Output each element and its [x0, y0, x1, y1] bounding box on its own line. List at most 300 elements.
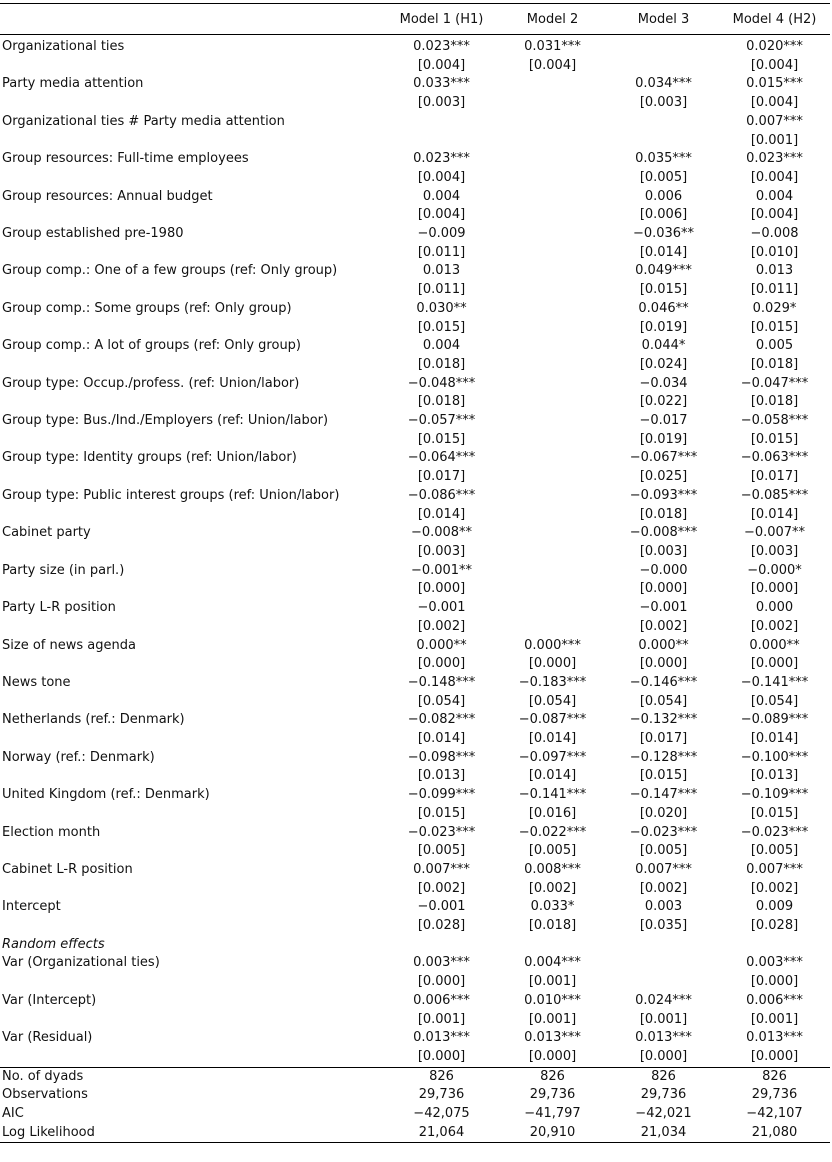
- coefficient: 0.010***: [524, 992, 581, 1008]
- row-label-empty: [0, 132, 386, 151]
- coefficient: [497, 562, 608, 581]
- coefficient: [497, 75, 608, 94]
- table-row-se: [0, 543, 830, 562]
- coefficient: 0.006***: [413, 992, 470, 1008]
- coefficient: 0.013: [422, 263, 461, 279]
- row-label: Var (Residual): [2, 1030, 93, 1046]
- standard-error: [0.015]: [750, 431, 799, 447]
- table-row-se: [0, 730, 830, 749]
- coefficient: 0.013***: [524, 1030, 581, 1046]
- standard-error: [0.004]: [417, 57, 466, 73]
- coefficient: −0.034: [639, 375, 688, 391]
- table-row-se: [0, 973, 830, 992]
- coefficient: [497, 150, 608, 169]
- table-row: [0, 711, 830, 730]
- coefficient: −0.146***: [629, 674, 698, 690]
- row-label: Norway (ref.: Denmark): [2, 749, 155, 765]
- standard-error: [0.001]: [417, 1011, 466, 1027]
- stat-value: −42,021: [635, 1106, 692, 1122]
- table-row-se: [0, 319, 830, 338]
- standard-error: [0.020]: [639, 805, 688, 821]
- coefficient: 0.033***: [413, 76, 470, 92]
- coefficient: 0.013: [755, 263, 794, 279]
- coefficient: −0.008**: [410, 525, 473, 541]
- table-row-se: [0, 281, 830, 300]
- coefficient: 0.005: [755, 338, 794, 354]
- stat-row: [0, 1067, 830, 1086]
- coefficient: [497, 300, 608, 319]
- table-row: [0, 150, 830, 169]
- coefficient: −0.098***: [407, 749, 476, 765]
- standard-error: [0.014]: [417, 731, 466, 747]
- standard-error: [0.003]: [639, 543, 688, 559]
- coefficient: 0.003***: [413, 955, 470, 971]
- standard-error: [0.011]: [417, 244, 466, 260]
- standard-error: [497, 281, 608, 300]
- coefficient: 0.000***: [524, 637, 581, 653]
- standard-error: [0.000]: [639, 581, 688, 597]
- standard-error: [0.002]: [639, 618, 688, 634]
- standard-error: [0.015]: [417, 805, 466, 821]
- coefficient: [497, 375, 608, 394]
- row-label-empty: [0, 506, 386, 525]
- coefficient: 0.034***: [635, 76, 692, 92]
- row-label-empty: [0, 730, 386, 749]
- header-model-3: Model 3: [608, 4, 719, 35]
- row-label: Cabinet L-R position: [2, 861, 133, 877]
- coefficient: 0.007***: [413, 861, 470, 877]
- coefficient: 0.000: [755, 600, 794, 616]
- coefficient: −0.008***: [629, 525, 698, 541]
- standard-error: [0.005]: [750, 843, 799, 859]
- row-label: Group comp.: Some groups (ref: Only group): [2, 300, 292, 316]
- standard-error: [0.019]: [639, 319, 688, 335]
- stat-value: −41,797: [524, 1106, 581, 1122]
- coefficient: 0.004***: [524, 955, 581, 971]
- stat-value: 21,080: [719, 1124, 830, 1143]
- coefficient: −0.087***: [518, 712, 587, 728]
- standard-error: [0.003]: [417, 95, 466, 111]
- standard-error: [0.018]: [417, 356, 466, 372]
- table-row-se: [0, 805, 830, 824]
- standard-error: [0.015]: [417, 431, 466, 447]
- empty-cell: [608, 936, 719, 955]
- standard-error: [0.014]: [528, 731, 577, 747]
- standard-error: [0.014]: [750, 731, 799, 747]
- coefficient: −0.048***: [407, 375, 476, 391]
- standard-error: [0.014]: [528, 768, 577, 784]
- row-label: Election month: [2, 824, 101, 840]
- row-label-empty: [0, 917, 386, 936]
- table-row-se: [0, 244, 830, 263]
- row-label: Intercept: [2, 899, 61, 915]
- coefficient: 0.004: [422, 188, 461, 204]
- section-title: Random effects: [2, 936, 105, 952]
- coefficient: 0.007***: [635, 861, 692, 877]
- row-label-empty: [0, 805, 386, 824]
- standard-error: [0.018]: [750, 394, 799, 410]
- coefficient: 0.013***: [635, 1030, 692, 1046]
- coefficient: −0.001: [639, 600, 688, 616]
- coefficient: [608, 35, 719, 57]
- coefficient: −0.023***: [407, 824, 476, 840]
- table-row: [0, 262, 830, 281]
- table-row-se: [0, 917, 830, 936]
- coefficient: [497, 337, 608, 356]
- standard-error: [0.017]: [639, 731, 688, 747]
- coefficient: −0.008: [750, 226, 799, 242]
- stat-value: 21,034: [608, 1124, 719, 1143]
- row-label: Group type: Public interest groups (ref: Union/labor): [2, 487, 340, 503]
- standard-error: [0.010]: [750, 244, 799, 260]
- standard-error: [497, 169, 608, 188]
- row-label: News tone: [2, 674, 71, 690]
- coefficient: 0.029*: [752, 300, 797, 316]
- standard-error: [0.000]: [750, 974, 799, 990]
- table-row: [0, 898, 830, 917]
- row-label-empty: [0, 973, 386, 992]
- table-row: [0, 75, 830, 94]
- coefficient: −0.022***: [518, 824, 587, 840]
- coefficient: −0.086***: [407, 487, 476, 503]
- table-row: [0, 562, 830, 581]
- standard-error: [497, 543, 608, 562]
- coefficient: 0.023***: [413, 39, 470, 54]
- standard-error: [0.000]: [417, 974, 466, 990]
- table-row-se: [0, 94, 830, 113]
- coefficient: −0.183***: [518, 674, 587, 690]
- coefficient: 0.031***: [524, 39, 581, 54]
- standard-error: [608, 973, 719, 992]
- row-label: Group type: Occup./profess. (ref: Union/labor): [2, 375, 300, 391]
- stat-value: −42,075: [413, 1106, 470, 1122]
- standard-error: [0.004]: [750, 169, 799, 185]
- coefficient: −0.085***: [740, 487, 809, 503]
- table-row: [0, 786, 830, 805]
- table-row: [0, 749, 830, 768]
- standard-error: [0.011]: [417, 282, 466, 298]
- standard-error: [0.000]: [750, 581, 799, 597]
- table-row-se: [0, 431, 830, 450]
- coefficient: −0.097***: [518, 749, 587, 765]
- standard-error: [0.000]: [750, 1048, 799, 1064]
- standard-error: [497, 618, 608, 637]
- row-label: Netherlands (ref.: Denmark): [2, 712, 185, 728]
- standard-error: [0.015]: [639, 768, 688, 784]
- table-row-se: [0, 618, 830, 637]
- table-row: [0, 861, 830, 880]
- standard-error: [497, 244, 608, 263]
- standard-error: [497, 393, 608, 412]
- table-row: [0, 599, 830, 618]
- table-row: [0, 35, 830, 57]
- coefficient: −0.023***: [629, 824, 698, 840]
- empty-cell: [386, 936, 497, 955]
- stat-row: [0, 1086, 830, 1105]
- standard-error: [0.000]: [417, 581, 466, 597]
- coefficient: −0.141***: [740, 674, 809, 690]
- table-row: [0, 524, 830, 543]
- standard-error: [0.028]: [750, 918, 799, 934]
- standard-error: [0.015]: [417, 319, 466, 335]
- coefficient: −0.001: [417, 600, 466, 616]
- stat-row: [0, 1124, 830, 1143]
- standard-error: [0.014]: [639, 244, 688, 260]
- standard-error: [497, 506, 608, 525]
- standard-error: [0.022]: [639, 394, 688, 410]
- coefficient: 0.006: [644, 188, 683, 204]
- coefficient: 0.020***: [746, 39, 803, 54]
- table-row-se: [0, 1048, 830, 1067]
- stat-value: −42,107: [746, 1106, 803, 1122]
- table-row: [0, 637, 830, 656]
- stat-value: 21,064: [386, 1124, 497, 1143]
- standard-error: [0.054]: [528, 693, 577, 709]
- row-label: Var (Intercept): [2, 992, 97, 1008]
- coefficient: −0.099***: [407, 787, 476, 803]
- coefficient: −0.057***: [407, 413, 476, 429]
- table-row-se: [0, 356, 830, 375]
- coefficient: [608, 113, 719, 132]
- standard-error: [497, 356, 608, 375]
- standard-error: [0.002]: [528, 880, 577, 896]
- standard-error: [0.013]: [417, 768, 466, 784]
- standard-error: [0.000]: [417, 656, 466, 672]
- coefficient: 0.007***: [746, 861, 803, 877]
- coefficient: [497, 487, 608, 506]
- standard-error: [0.054]: [750, 693, 799, 709]
- table-row-se: [0, 468, 830, 487]
- standard-error: [0.005]: [528, 843, 577, 859]
- stat-value: 826: [719, 1067, 830, 1086]
- standard-error: [0.004]: [417, 169, 466, 185]
- coefficient: −0.001: [417, 899, 466, 915]
- row-label: Size of news agenda: [2, 637, 136, 653]
- coefficient: 0.023***: [413, 151, 470, 167]
- row-label-empty: [0, 206, 386, 225]
- standard-error: [0.003]: [750, 543, 799, 559]
- row-label-empty: [0, 393, 386, 412]
- standard-error: [0.017]: [750, 469, 799, 485]
- standard-error: [608, 132, 719, 151]
- standard-error: [0.000]: [417, 1048, 466, 1064]
- coefficient: 0.004: [422, 338, 461, 354]
- coefficient: 0.013***: [413, 1030, 470, 1046]
- standard-error: [0.011]: [750, 282, 799, 298]
- standard-error: [0.004]: [750, 57, 799, 73]
- table-row-se: [0, 580, 830, 599]
- stat-label: Observations: [2, 1087, 88, 1103]
- coefficient: −0.082***: [407, 712, 476, 728]
- coefficient: 0.015***: [746, 76, 803, 92]
- coefficient: −0.023***: [740, 824, 809, 840]
- coefficient: 0.000**: [638, 637, 689, 653]
- coefficient: 0.035***: [635, 151, 692, 167]
- stat-value: 826: [497, 1067, 608, 1086]
- standard-error: [0.004]: [528, 57, 577, 73]
- table-row: [0, 412, 830, 431]
- table-body: [0, 35, 830, 1143]
- standard-error: [0.054]: [417, 693, 466, 709]
- coefficient: 0.003: [644, 899, 683, 915]
- row-label: Organizational ties: [2, 39, 125, 54]
- coefficient: −0.001**: [410, 562, 473, 578]
- standard-error: [386, 132, 497, 151]
- coefficient: −0.128***: [629, 749, 698, 765]
- standard-error: [0.014]: [417, 506, 466, 522]
- standard-error: [0.002]: [750, 880, 799, 896]
- table-row: [0, 225, 830, 244]
- table-row-se: [0, 132, 830, 151]
- stat-value: 826: [608, 1067, 719, 1086]
- table-row: [0, 954, 830, 973]
- standard-error: [497, 431, 608, 450]
- header-variable: [0, 4, 386, 35]
- empty-cell: [497, 936, 608, 955]
- row-label-empty: [0, 244, 386, 263]
- row-label: Party L-R position: [2, 600, 116, 616]
- standard-error: [497, 206, 608, 225]
- row-label: Group type: Identity groups (ref: Union/labor): [2, 450, 297, 466]
- standard-error: [0.001]: [750, 132, 799, 148]
- standard-error: [0.018]: [528, 918, 577, 934]
- table-row: [0, 113, 830, 132]
- coefficient: 0.006***: [746, 992, 803, 1008]
- coefficient: 0.000**: [416, 637, 467, 653]
- row-label-empty: [0, 580, 386, 599]
- standard-error: [0.018]: [417, 394, 466, 410]
- standard-error: [0.014]: [750, 506, 799, 522]
- table-row-se: [0, 655, 830, 674]
- coefficient: −0.067***: [629, 450, 698, 466]
- standard-error: [0.005]: [639, 843, 688, 859]
- row-label-empty: [0, 842, 386, 861]
- coefficient: −0.000*: [747, 562, 802, 578]
- row-label: Group resources: Annual budget: [2, 188, 213, 204]
- standard-error: [0.006]: [639, 207, 688, 223]
- standard-error: [0.001]: [750, 1011, 799, 1027]
- coefficient: −0.089***: [740, 712, 809, 728]
- coefficient: 0.013***: [746, 1030, 803, 1046]
- table-row: [0, 1029, 830, 1048]
- standard-error: [497, 580, 608, 599]
- header-row: [0, 4, 830, 35]
- standard-error: [0.025]: [639, 469, 688, 485]
- table-row-se: [0, 506, 830, 525]
- table-row: [0, 375, 830, 394]
- row-label: Group comp.: One of a few groups (ref: Only group): [2, 263, 338, 279]
- coefficient: −0.141***: [518, 787, 587, 803]
- coefficient: 0.004: [755, 188, 794, 204]
- coefficient: 0.033*: [530, 899, 575, 915]
- table-row-se: [0, 169, 830, 188]
- standard-error: [0.003]: [417, 543, 466, 559]
- standard-error: [0.005]: [639, 169, 688, 185]
- standard-error: [0.017]: [417, 469, 466, 485]
- row-label-empty: [0, 281, 386, 300]
- row-label-empty: [0, 468, 386, 487]
- coefficient: [497, 524, 608, 543]
- row-label: Group established pre-1980: [2, 226, 184, 242]
- coefficient: 0.030**: [416, 300, 467, 316]
- coefficient: [497, 113, 608, 132]
- standard-error: [608, 57, 719, 76]
- table-row: [0, 449, 830, 468]
- row-label: Group comp.: A lot of groups (ref: Only group): [2, 338, 302, 354]
- header-model-2: Model 2: [497, 4, 608, 35]
- standard-error: [0.002]: [417, 880, 466, 896]
- table-row-se: [0, 880, 830, 899]
- coefficient: −0.093***: [629, 487, 698, 503]
- coefficient: 0.007***: [746, 113, 803, 129]
- coefficient: −0.063***: [740, 450, 809, 466]
- coefficient: −0.100***: [740, 749, 809, 765]
- regression-table: [0, 3, 830, 1143]
- table-row: [0, 337, 830, 356]
- table-row-se: [0, 842, 830, 861]
- coefficient: −0.058***: [740, 413, 809, 429]
- standard-error: [0.000]: [639, 656, 688, 672]
- table-row: [0, 992, 830, 1011]
- row-label-empty: [0, 94, 386, 113]
- coefficient: −0.047***: [740, 375, 809, 391]
- coefficient: [497, 225, 608, 244]
- coefficient: [608, 954, 719, 973]
- coefficient: −0.017: [639, 413, 688, 429]
- standard-error: [0.001]: [528, 974, 577, 990]
- standard-error: [0.018]: [750, 356, 799, 372]
- table-row: [0, 824, 830, 843]
- row-label: Group type: Bus./Ind./Employers (ref: Union/labor): [2, 413, 329, 429]
- standard-error: [0.004]: [417, 207, 466, 223]
- table-row: [0, 487, 830, 506]
- standard-error: [0.016]: [528, 805, 577, 821]
- stat-row: [0, 1105, 830, 1124]
- coefficient: −0.000: [639, 562, 688, 578]
- stat-label: No. of dyads: [0, 1067, 386, 1086]
- stat-value: 29,736: [418, 1087, 465, 1103]
- standard-error: [0.000]: [528, 656, 577, 672]
- standard-error: [0.018]: [639, 506, 688, 522]
- standard-error: [0.028]: [417, 918, 466, 934]
- coefficient: 0.023***: [746, 151, 803, 167]
- row-label: Party media attention: [2, 76, 144, 92]
- coefficient: −0.148***: [407, 674, 476, 690]
- row-label-empty: [0, 169, 386, 188]
- stat-value: 29,736: [640, 1087, 687, 1103]
- empty-cell: [719, 936, 830, 955]
- row-label-empty: [0, 767, 386, 786]
- standard-error: [0.005]: [417, 843, 466, 859]
- standard-error: [0.013]: [750, 768, 799, 784]
- coefficient: 0.009: [755, 899, 794, 915]
- standard-error: [0.015]: [750, 805, 799, 821]
- standard-error: [497, 319, 608, 338]
- standard-error: [0.002]: [417, 618, 466, 634]
- coefficient: [497, 599, 608, 618]
- standard-error: [0.019]: [639, 431, 688, 447]
- standard-error: [0.004]: [750, 95, 799, 111]
- standard-error: [0.000]: [639, 1048, 688, 1064]
- coefficient: 0.003***: [746, 955, 803, 971]
- standard-error: [0.035]: [639, 918, 688, 934]
- stat-value: 29,736: [751, 1087, 798, 1103]
- coefficient: [497, 449, 608, 468]
- row-label: Party size (in parl.): [2, 562, 125, 578]
- standard-error: [497, 132, 608, 151]
- stat-value: 29,736: [529, 1087, 576, 1103]
- row-label-empty: [0, 1011, 386, 1030]
